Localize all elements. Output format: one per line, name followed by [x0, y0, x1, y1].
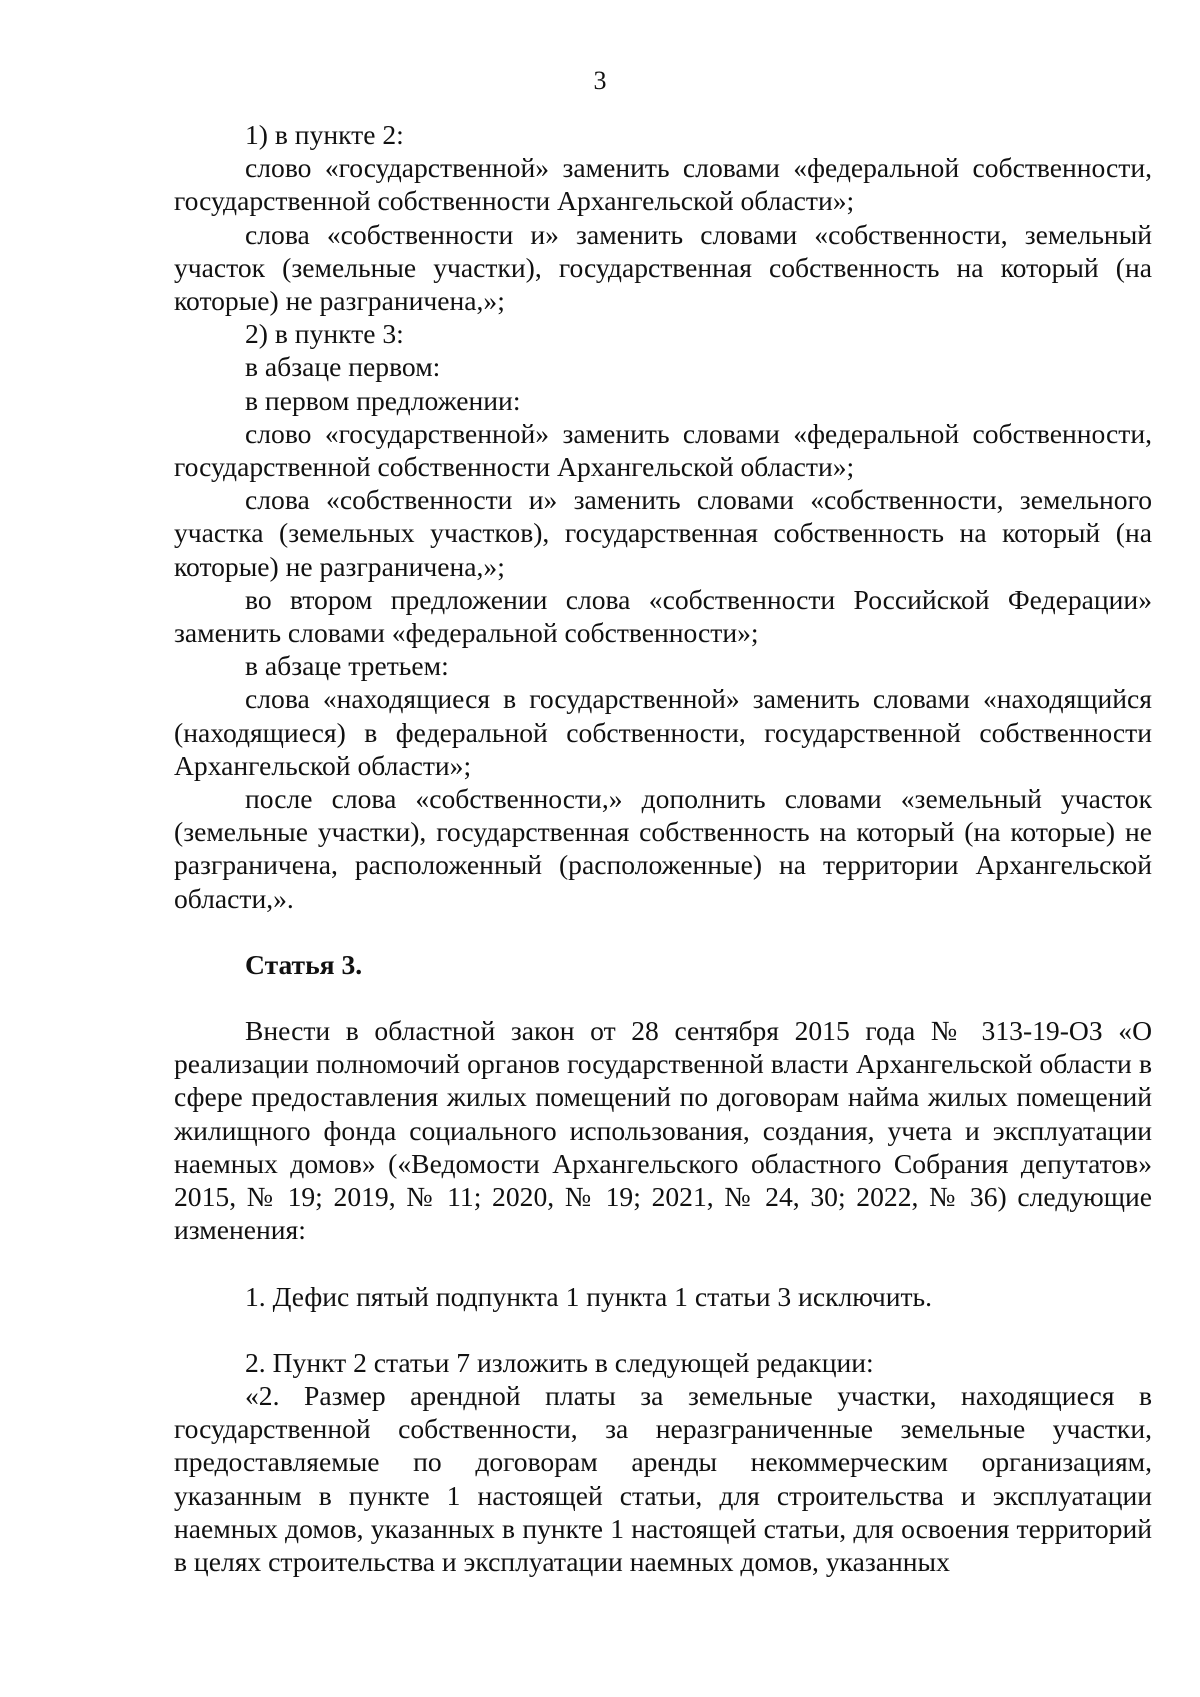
spacer	[174, 1313, 1152, 1346]
paragraph: в абзаце первом:	[245, 351, 441, 383]
page-number: 3	[593, 66, 607, 95]
spacer	[174, 981, 1152, 1014]
article-heading: Статья 3.	[245, 948, 363, 980]
spacer	[174, 1247, 1152, 1280]
paragraph: 1) в пункте 2:	[245, 119, 404, 150]
paragraph: во втором предложении слова «собственности Российской Федерации» заменить словами «федеральной собственности»;	[174, 583, 1152, 649]
paragraph: в первом предложении:	[245, 384, 521, 416]
document-body	[174, 118, 1152, 1578]
paragraph: в абзаце третьем:	[245, 650, 449, 682]
paragraph: после слова «собственности,» дополнить словами «земельный участок (земельные участки), государственная собственность на который (на которые) не разграничена, расположенный (расположенные) на территории Архангельской области,».	[174, 783, 1152, 914]
paragraph: слово «государственной» заменить словами «федеральной собственности, государственной собственности Архангельской области»;	[174, 417, 1152, 483]
paragraph: слова «собственности и» заменить словами «собственности, земельного участка (земельных участков), государственная собственность на который (на которые) не разграничена,»;	[174, 484, 1152, 582]
list-item: 1. Дефис пятый подпункта 1 пункта 1 статьи 3 исключить.	[245, 1280, 933, 1312]
quoted-paragraph: «2. Размер арендной платы за земельные участки, находящиеся в государственной собственности, за неразграниченные земельные участки, предоставляемые по договорам аренды некоммерческим организациям, указанным в пункте 1 настоящей статьи, для строительства и эксплуатации наемных домов, указанных в пункте 1 настоящей статьи, для освоения территорий в целях строительства и эксплуатации наемных домов, указанных	[174, 1379, 1152, 1577]
paragraph: слова «собственности и» заменить словами «собственности, земельный участок (земельные участки), государственная собственность на который (на которые) не разграничена,»;	[174, 218, 1152, 317]
list-item: 2. Пункт 2 статьи 7 изложить в следующей редакции:	[245, 1346, 874, 1378]
spacer	[174, 915, 1152, 948]
paragraph: 2) в пункте 3:	[245, 318, 404, 350]
paragraph: слова «находящиеся в государственной» заменить словами «находящийся (находящиеся) в федеральной собственности, государственной собственности Архангельской области»;	[174, 683, 1152, 781]
intro-paragraph: Внести в областной закон от 28 сентября 2015 года № 313-19-ОЗ «О реализации полномочий органов государственной власти Архангельской области в сфере предоставления жилых помещений по договорам найма жилых помещений жилищного фонда социального использования, создания, учета и эксплуатации наемных домов» («Ведомости Архангельского областного Собрания депутатов» 2015, № 19; 2019, № 11; 2020, № 19; 2021, № 24, 30; 2022, № 36) следующие изменения:	[174, 1015, 1152, 1246]
paragraph: слово «государственной» заменить словами «федеральной собственности, государственной собственности Архангельской области»;	[174, 152, 1152, 217]
